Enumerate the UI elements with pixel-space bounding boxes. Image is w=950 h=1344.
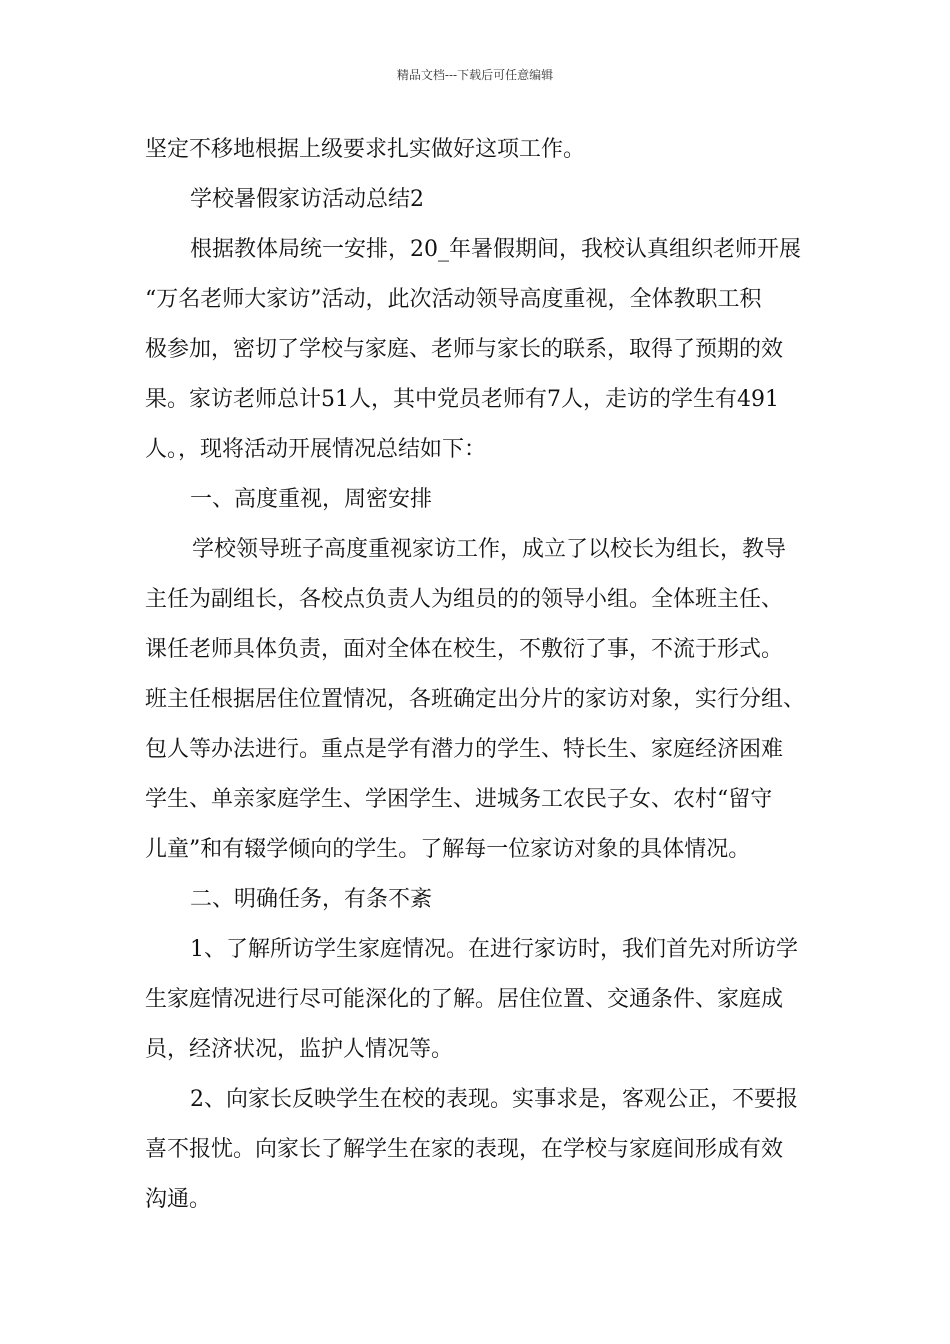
text-line: 生家庭情况进行尽可能深化的了解。居住位置、交通条件、家庭成: [145, 987, 784, 1012]
text-line: 果。家访老师总计51人，其中党员老师有7人，走访的学生有491: [145, 387, 779, 412]
text-line: 坚定不移地根据上级要求扎实做好这项工作。: [145, 137, 586, 162]
text-line: 主任为副组长，各校点负责人为组员的的领导小组。全体班主任、: [145, 587, 784, 612]
text-line: 沟通。: [145, 1187, 212, 1212]
text-line: 课任老师具体负责，面对全体在校生，不敷衍了事，不流于形式。: [145, 637, 784, 662]
text-line: “万名老师大家访”活动，此次活动领导高度重视，全体教职工积: [145, 287, 762, 312]
text-line: 儿童”和有辍学倾向的学生。了解每一位家访对象的具体情况。: [145, 837, 751, 862]
section-heading: 一、高度重视，周密安排: [190, 487, 433, 512]
section-title: 学校暑假家访活动总结2: [190, 187, 424, 212]
text-line: 学校领导班子高度重视家访工作，成立了以校长为组长，教导: [192, 537, 787, 562]
text-line: 学生、单亲家庭学生、学困学生、进城务工农民子女、农村“留守: [145, 787, 773, 812]
section-heading: 二、明确任务，有条不紊: [190, 887, 433, 912]
text-line: 班主任根据居住位置情况，各班确定出分片的家访对象，实行分组、: [145, 687, 806, 712]
text-line: 人。，现将活动开展情况总结如下：: [145, 437, 487, 462]
text-line: 根据教体局统一安排，20_年暑假期间，我校认真组织老师开展: [190, 237, 801, 262]
text-line: 1、了解所访学生家庭情况。在进行家访时，我们首先对所访学: [190, 937, 798, 962]
text-line: 极参加，密切了学校与家庭、老师与家长的联系，取得了预期的效: [145, 337, 784, 362]
text-line: 喜不报忧。向家长了解学生在家的表现，在学校与家庭间形成有效: [145, 1137, 784, 1162]
text-line: 2、向家长反映学生在校的表现。实事求是，客观公正，不要报: [190, 1087, 798, 1112]
page-header: 精品文档---下载后可任意编辑: [396, 68, 554, 82]
text-line: 包人等办法进行。重点是学有潜力的学生、特长生、家庭经济困难: [145, 737, 784, 762]
text-line: 员，经济状况，监护人情况等。: [145, 1037, 454, 1062]
